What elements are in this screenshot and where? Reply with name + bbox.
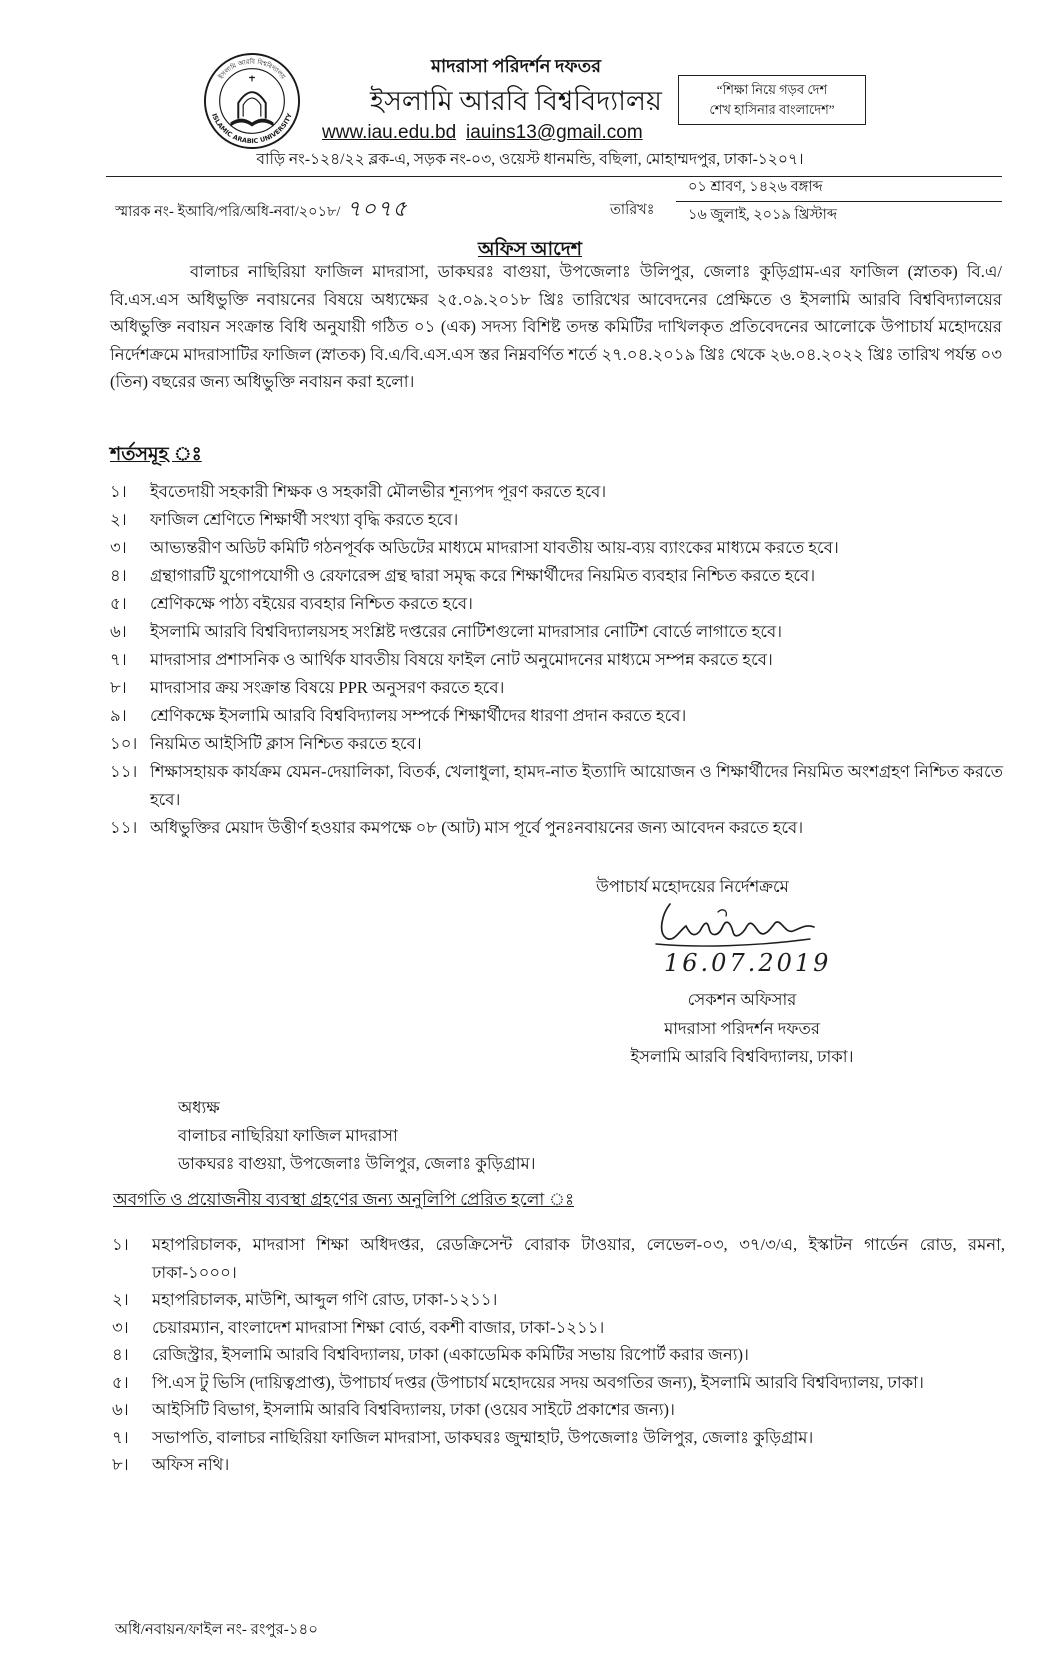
condition-text: শ্রেণিকক্ষে পাঠ্য বইয়ের ব্যবহার নিশ্চিত করতে হবে। bbox=[150, 594, 473, 613]
copy-text: আইসিটি বিভাগ, ইসলামি আরবি বিশ্ববিদ্যালয়, ঢাকা (ওয়েব সাইটে প্রকাশের জন্য)। bbox=[152, 1400, 675, 1419]
signatory-block bbox=[592, 986, 892, 1072]
copy-text: চেয়ারম্যান, বাংলাদেশ মাদরাসা শিক্ষা বোর্ড, বকশী বাজার, ঢাকা-১২১১। bbox=[152, 1317, 605, 1337]
signatory-designation: সেকশন অফিসার bbox=[687, 990, 797, 1009]
condition-text: মাদরাসার ক্রয় সংক্রান্ত বিষয়ে PPR অনুসরণ করতে হবে। bbox=[150, 678, 505, 697]
copy-text: পি.এস টু ভিসি (দায়িত্বপ্রাপ্ত), উপাচার্য দপ্তর (উপাচার্য মহোদয়ের সদয় অবগতির জন্য), ইসলামি আরবি বিশ্ববিদ্যালয়, ঢাকা। bbox=[152, 1372, 924, 1392]
condition-number: ১১। bbox=[110, 818, 138, 837]
condition-number: ৯। bbox=[110, 706, 127, 725]
condition-item bbox=[110, 506, 1003, 534]
date-gregorian: ১৬ জুলাই, ২০১৯ খ্রিস্টাব্দ bbox=[688, 207, 838, 223]
condition-item bbox=[110, 702, 1003, 730]
copy-text: মহাপরিচালক, মাউশি, আব্দুল গণি রোড, ঢাকা-১২১১। bbox=[152, 1290, 498, 1309]
copy-number: ৭। bbox=[112, 1427, 129, 1447]
condition-number: ১০। bbox=[110, 734, 138, 753]
condition-item bbox=[110, 534, 1003, 562]
recipient-block bbox=[178, 1094, 536, 1178]
condition-item bbox=[110, 646, 1003, 674]
condition-text: শ্রেণিকক্ষে ইসলামি আরবি বিশ্ববিদ্যালয় সম্পর্কে শিক্ষার্থীদের ধারণা প্রদান করতে হবে। bbox=[150, 706, 687, 725]
copy-item bbox=[112, 1369, 1005, 1397]
copy-text: অফিস নথি। bbox=[152, 1455, 230, 1474]
university-name: ইসলামি আরবি বিশ্ববিদ্যালয় bbox=[370, 86, 662, 116]
copy-number: ৩। bbox=[112, 1317, 129, 1337]
condition-item bbox=[110, 590, 1003, 618]
condition-item bbox=[110, 674, 1003, 702]
condition-number: ১১। bbox=[110, 762, 138, 781]
handwritten-signature bbox=[648, 898, 818, 950]
condition-text: শিক্ষাসহায়ক কার্যক্রম যেমন-দেয়ালিকা, বিতর্ক, খেলাধুলা, হামদ-নাত ইত্যাদি আয়োজন ও শিক্ষার্থীদের নিয়মিত অংশগ্রহণ নিশ্চিত করতে হবে। bbox=[150, 762, 1003, 809]
condition-text: নিয়মিত আইসিটি ক্লাস নিশ্চিত করতে হবে। bbox=[150, 734, 422, 753]
date-bangla: ০১ শ্রাবণ, ১৪২৬ বঙ্গাব্দ bbox=[676, 176, 1002, 202]
office-address: বাড়ি নং-১২৪/২২ ব্লক-এ, সড়ক নং-০৩, ওয়েস্ট ধানমন্ডি, বছিলা, মোহাম্মদপুর, ঢাকা-১২০৭। bbox=[256, 151, 804, 168]
copy-text: সভাপতি, বালাচর নাছিরিয়া ফাজিল মাদরাসা, ডাকঘরঃ জুম্মাহাট, উপজেলাঃ উলিপুর, জেলাঃ কুড়িগ্রাম। bbox=[152, 1427, 814, 1447]
condition-number: ৫। bbox=[110, 594, 127, 613]
by-order-line: উপাচার্য মহোদয়ের নির্দেশক্রমে bbox=[596, 877, 789, 896]
recipient-title: অধ্যক্ষ bbox=[178, 1098, 220, 1117]
condition-text: মাদরাসার প্রশাসনিক ও আর্থিক যাবতীয় বিষয়ে ফাইল নোট অনুমোদনের মাধ্যমে সম্পন্ন করতে হবে। bbox=[150, 650, 773, 669]
memo-ref-number: ৭০৭৫ bbox=[346, 197, 408, 222]
copy-item bbox=[112, 1286, 1005, 1314]
email-link: iauins13@gmail.com bbox=[466, 122, 643, 143]
file-reference: অধি/নবায়ন/ফাইল নং- রংপুর-১৪০ bbox=[115, 1622, 319, 1638]
slogan-line-1: “শিক্ষা নিয়ে গড়ব দেশ bbox=[716, 82, 828, 97]
slogan-box bbox=[678, 75, 866, 125]
copy-item bbox=[112, 1396, 1005, 1424]
memo-ref-label: স্মারক নং- ইআবি/পরি/অধি-নবা/২০১৮/ bbox=[115, 204, 341, 220]
copy-item bbox=[112, 1231, 1005, 1286]
copy-number: ৬। bbox=[112, 1400, 129, 1419]
recipient-institution: বালাচর নাছিরিয়া ফাজিল মাদরাসা bbox=[178, 1126, 398, 1145]
copies-list bbox=[112, 1231, 1005, 1479]
copy-number: ৫। bbox=[112, 1372, 129, 1392]
condition-item bbox=[110, 618, 1003, 646]
recipient-address: ডাকঘরঃ বাগুয়া, উপজেলাঃ উলিপুর, জেলাঃ কুড়িগ্রাম। bbox=[178, 1154, 536, 1173]
condition-number: ২। bbox=[110, 510, 127, 529]
document-title: অফিস আদেশ bbox=[477, 239, 583, 260]
seal-bottom-text: ISLAMIC ARABIC UNIVERSITY bbox=[210, 112, 294, 146]
university-seal-icon bbox=[203, 52, 301, 150]
condition-number: ৮। bbox=[110, 678, 127, 697]
slogan-line-2: শেখ হাসিনার বাংলাদেশ” bbox=[709, 102, 835, 117]
condition-text: আভ্যন্তরীণ অডিট কমিটি গঠনপূর্বক অডিটের মাধ্যমে মাদরাসা যাবতীয় আয়-ব্যয় ব্যাংকের মাধ্যমে করতে হবে। bbox=[150, 538, 839, 557]
condition-item bbox=[110, 562, 1003, 590]
memo-reference bbox=[115, 198, 408, 224]
copy-item bbox=[112, 1451, 1005, 1479]
condition-number: ৭। bbox=[110, 650, 127, 669]
condition-item bbox=[110, 814, 1003, 842]
date-block bbox=[676, 176, 1002, 226]
signature-date: 16.07.2019 bbox=[664, 949, 832, 977]
condition-number: ৩। bbox=[110, 538, 127, 557]
condition-item bbox=[110, 730, 1003, 758]
signatory-university: ইসলামি আরবি বিশ্ববিদ্যালয়, ঢাকা। bbox=[630, 1047, 854, 1066]
copy-number: ২। bbox=[112, 1290, 129, 1309]
copy-number: ৪। bbox=[112, 1345, 129, 1364]
condition-text: গ্রন্থাগারটি যুগোপযোগী ও রেফারেন্স গ্রন্থ দ্বারা সমৃদ্ধ করে শিক্ষার্থীদের নিয়মিত ব্যবহার নিশ্চিত করতে হবে। bbox=[150, 566, 816, 585]
date-label: তারিখঃ bbox=[610, 202, 655, 218]
condition-text: ইসলামি আরবি বিশ্ববিদ্যালয়সহ সংশ্লিষ্ট দপ্তরের নোটিশগুলো মাদরাসার নোটিশ বোর্ডে লাগাতে হবে। bbox=[150, 622, 783, 641]
condition-number: ৪। bbox=[110, 566, 127, 585]
copy-item bbox=[112, 1341, 1005, 1369]
copy-text: মহাপরিচালক, মাদরাসা শিক্ষা অধিদপ্তর, রেডক্রিসেন্ট বোরাক টাওয়ার, লেভেল-০৩, ৩৭/৩/এ, ইস্কাটন গার্ডেন রোড, রমনা, ঢাকা-১০০০। bbox=[152, 1235, 1005, 1282]
copy-item bbox=[112, 1424, 1005, 1452]
condition-item bbox=[110, 758, 1003, 814]
copy-item bbox=[112, 1314, 1005, 1342]
condition-text: ইবতেদায়ী সহকারী শিক্ষক ও সহকারী মৌলভীর শূন্যপদ পূরণ করতে হবে। bbox=[150, 482, 607, 501]
seal-top-text: ইসলামি আরবি বিশ্ববিদ্যালয় bbox=[216, 57, 288, 81]
website-link: www.iau.edu.bd bbox=[322, 122, 457, 143]
copies-heading: অবগতি ও প্রয়োজনীয় ব্যবস্থা গ্রহণের জন্য অনুলিপি প্রেরিত হলো ঃ bbox=[113, 1190, 575, 1209]
copy-text: রেজিস্ট্রার, ইসলামি আরবি বিশ্ববিদ্যালয়, ঢাকা (একাডেমিক কমিটির সভায় রিপোর্ট করার জন্য)। bbox=[152, 1345, 749, 1364]
conditions-heading: শর্তসমূহ ঃ bbox=[110, 444, 202, 465]
condition-text: অধিভুক্তির মেয়াদ উত্তীর্ণ হওয়ার কমপক্ষে ০৮ (আট) মাস পূর্বে পুনঃনবায়নের জন্য আবেদন করতে হবে। bbox=[150, 818, 804, 837]
condition-item bbox=[110, 478, 1003, 506]
office-name: মাদরাসা পরিদর্শন দফতর bbox=[430, 56, 602, 76]
order-body: বালাচর নাছিরিয়া ফাজিল মাদরাসা, ডাকঘরঃ বাগুয়া, উপজেলাঃ উলিপুর, জেলাঃ কুড়িগ্রাম-এর ফাজিল (স্নাতক) বি.এ/বি.এস.এস অধিভুক্তি নবায়নের বিষয়ে অধ্যক্ষের ২৫.০৯.২০১৮ খ্রিঃ তারিখের আবেদনের প্রেক্ষিতে ও ইসলামি আরবি বিশ্ববিদ্যালয়ের অধিভুক্তি নবায়ন সংক্রান্ত বিধি অনুযায়ী গঠিত ০১ (এক) সদস্য বিশিষ্ট তদন্ত কমিটির দাখিলকৃত প্রতিবেদনের আলোকে উপাচার্য মহোদয়ের নির্দেশক্রমে মাদরাসাটির ফাজিল (স্নাতক) বি.এ/বি.এস.এস স্তর নিম্নবর্ণিত শর্তে ২৭.০৪.২০১৯ খ্রিঃ থেকে ২৬.০৪.২০২২ খ্রিঃ তারিখ পর্যন্ত ০৩ (তিন) বছরের জন্য অধিভুক্তি নবায়ন করা হলো। bbox=[110, 262, 1002, 392]
condition-text: ফাজিল শ্রেণিতে শিক্ষার্থী সংখ্যা বৃদ্ধি করতে হবে। bbox=[150, 510, 459, 529]
copy-number: ৮। bbox=[112, 1455, 129, 1474]
condition-number: ১। bbox=[110, 482, 127, 501]
conditions-list bbox=[110, 478, 1003, 842]
condition-number: ৬। bbox=[110, 622, 127, 641]
copy-number: ১। bbox=[112, 1235, 129, 1254]
signatory-office: মাদরাসা পরিদর্শন দফতর bbox=[664, 1018, 820, 1038]
